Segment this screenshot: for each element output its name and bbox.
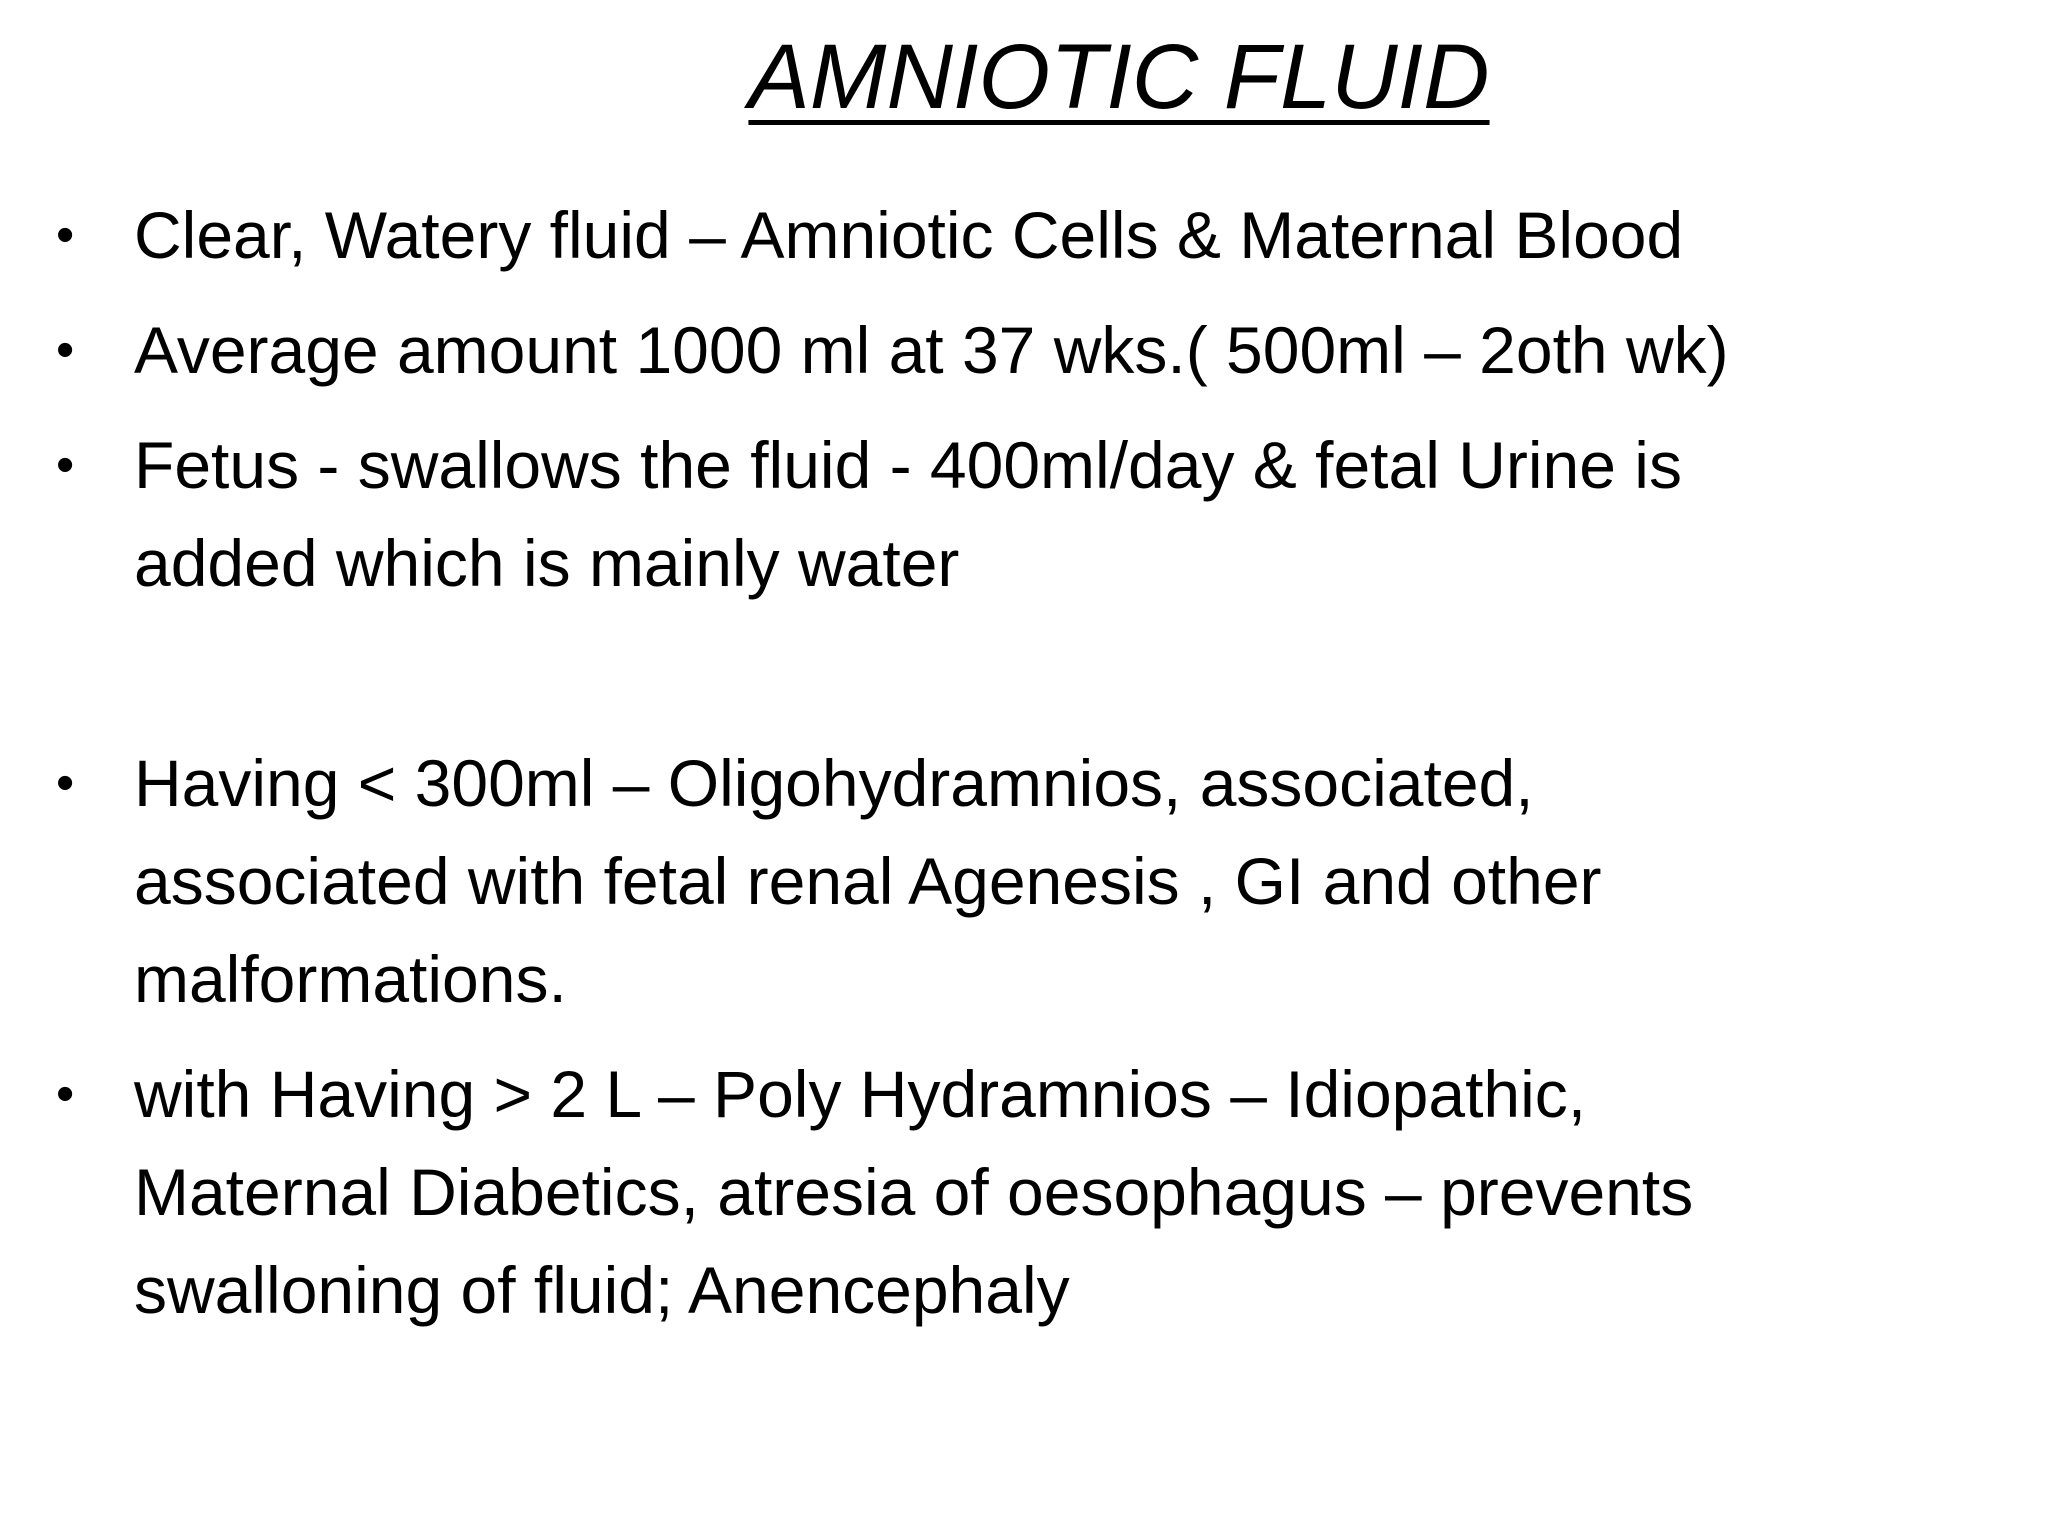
bullet-text-line: associated with fetal renal Agenesis , GI and other bbox=[134, 844, 1602, 918]
bullet-dot-icon: • bbox=[56, 321, 75, 379]
bullet-text-line: Clear, Watery fluid – Amniotic Cells & Maternal Blood bbox=[134, 198, 1684, 272]
bullet-text-line: Fetus - swallows the fluid - 400ml/day & fetal Urine is bbox=[134, 428, 1682, 502]
bullet-text-line: Average amount 1000 ml at 37 wks.( 500ml – 2oth wk) bbox=[134, 313, 1729, 387]
bullet-item-fetus-swallows bbox=[56, 416, 1986, 612]
bullet-item-polyhydramnios bbox=[56, 1045, 1986, 1339]
bullet-item-oligohydramnios bbox=[56, 734, 1986, 1028]
bullet-dot-icon: • bbox=[56, 436, 75, 494]
bullet-dot-icon: • bbox=[56, 1065, 75, 1123]
bullet-item-average-amount bbox=[56, 301, 1986, 399]
bullet-text-line: malformations. bbox=[134, 942, 567, 1016]
bullet-text-line: with Having > 2 L – Poly Hydramnios – Idiopathic, bbox=[134, 1057, 1587, 1131]
bullet-text-line: Maternal Diabetics, atresia of oesophagus – prevents bbox=[134, 1155, 1694, 1229]
bullet-text-line: swalloning of fluid; Anencephaly bbox=[134, 1253, 1070, 1327]
bullet-dot-icon: • bbox=[56, 206, 75, 264]
spacer bbox=[56, 629, 1986, 734]
slide-title-text: AMNIOTIC FLUID bbox=[748, 26, 1490, 128]
bullet-dot-icon: • bbox=[56, 754, 75, 812]
bullet-list bbox=[56, 186, 1986, 1356]
slide-title bbox=[0, 22, 2048, 132]
bullet-text-line: Having < 300ml – Oligohydramnios, associated, bbox=[134, 746, 1534, 820]
bullet-item-clear-fluid bbox=[56, 186, 1986, 284]
bullet-text-line: added which is mainly water bbox=[134, 526, 960, 600]
